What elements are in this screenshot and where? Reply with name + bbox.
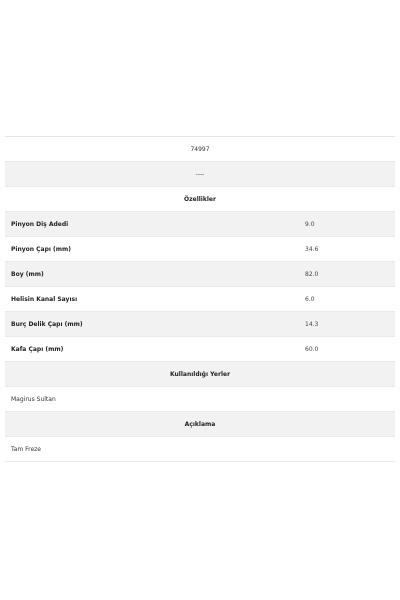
usage-value-row <box>5 387 395 412</box>
product-code: 74997 <box>190 145 210 153</box>
feature-row <box>5 262 395 287</box>
feature-label: Burç Delik Çapı (mm) <box>11 320 83 328</box>
description-heading-row <box>5 412 395 437</box>
feature-row <box>5 312 395 337</box>
feature-label: Boy (mm) <box>11 270 44 278</box>
feature-row <box>5 212 395 237</box>
usage-value: Magirus Sultan <box>11 395 56 403</box>
feature-row <box>5 237 395 262</box>
feature-label: Pinyon Çapı (mm) <box>11 245 71 253</box>
features-heading-row <box>5 187 395 212</box>
feature-label: Kafa Çapı (mm) <box>11 345 64 353</box>
placeholder-dashes: ---- <box>195 170 205 178</box>
features-heading: Özellikler <box>184 195 216 203</box>
feature-label: Pinyon Diş Adedi <box>11 220 69 228</box>
usage-heading-row <box>5 362 395 387</box>
feature-value: 34.6 <box>305 245 319 253</box>
product-spec-table <box>5 136 395 462</box>
feature-value: 6.0 <box>305 295 315 303</box>
product-code-row <box>5 137 395 162</box>
placeholder-row <box>5 162 395 187</box>
description-heading: Açıklama <box>184 420 216 428</box>
feature-value: 14.3 <box>305 320 319 328</box>
feature-value: 82.0 <box>305 270 319 278</box>
feature-row <box>5 337 395 362</box>
usage-heading: Kullanıldığı Yerler <box>169 370 231 378</box>
feature-value: 9.0 <box>305 220 315 228</box>
feature-value: 60.0 <box>305 345 319 353</box>
description-value-row <box>5 437 395 462</box>
feature-row <box>5 287 395 312</box>
description-value: Tam Freze <box>11 445 41 453</box>
feature-label: Helisin Kanal Sayısı <box>11 295 78 303</box>
